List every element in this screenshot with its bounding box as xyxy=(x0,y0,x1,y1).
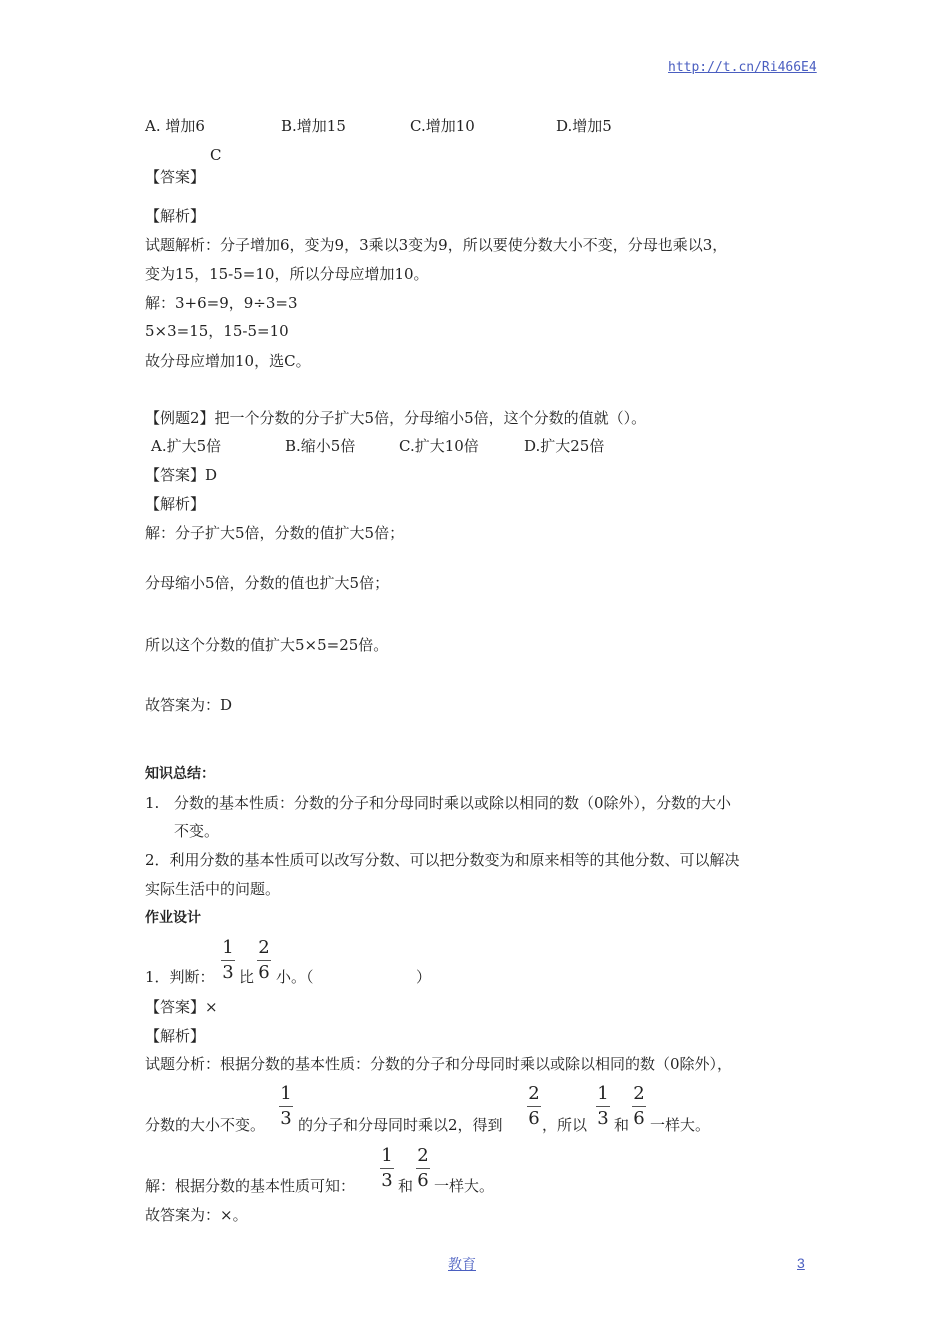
q2-solution-line: 所以这个分数的值扩大5×5=25倍。 xyxy=(145,636,389,654)
q1-option-a: A. 增加6 xyxy=(145,117,205,135)
fraction-denominator: 6 xyxy=(417,1170,429,1191)
q2-option-c: C.扩大10倍 xyxy=(399,437,479,455)
fraction-bar xyxy=(279,1106,293,1107)
header-link[interactable]: http://t.cn/Ri466E4 xyxy=(668,60,817,75)
fraction-numerator: 1 xyxy=(222,937,234,958)
fraction-two-sixths xyxy=(415,1146,431,1191)
q2-option-b: B.缩小5倍 xyxy=(285,437,356,455)
fraction-numerator: 2 xyxy=(258,937,270,958)
q1-solution-line: 5×3=15，15-5=10 xyxy=(145,322,289,340)
summary-title: 知识总结： xyxy=(145,766,215,782)
homework-analysis-label: 【解析】 xyxy=(145,1027,206,1045)
fraction-denominator: 3 xyxy=(222,962,234,983)
summary-item-2-cont: 实际生活中的问题。 xyxy=(145,880,281,898)
homework-analysis-line: 试题分析：根据分数的基本性质：分数的分子和分母同时乘以或除以相同的数（0除外）， xyxy=(145,1055,733,1073)
fraction-numerator: 1 xyxy=(597,1083,609,1104)
fraction-bar xyxy=(632,1106,646,1107)
homework-analysis-text: 的分子和分母同时乘以2，得到 xyxy=(298,1116,503,1134)
homework-question-suffix: 小。（ xyxy=(276,968,314,986)
q1-option-b: B.增加15 xyxy=(281,117,346,135)
fraction-denominator: 6 xyxy=(528,1108,540,1129)
q1-conclusion: 故分母应增加10，选C。 xyxy=(145,352,311,370)
fraction-bar xyxy=(527,1106,541,1107)
q2-solution-line: 分母缩小5倍，分数的值也扩大5倍； xyxy=(145,574,390,592)
fraction-denominator: 3 xyxy=(597,1108,609,1129)
fraction-numerator: 1 xyxy=(381,1145,393,1166)
q2-title: 【例题2】把一个分数的分子扩大5倍，分母缩小5倍，这个分数的值就（）。 xyxy=(145,409,647,427)
fraction-one-third xyxy=(379,1146,395,1191)
homework-analysis-text: 分数的大小不变。 xyxy=(145,1116,266,1134)
footer-link[interactable]: 教育 xyxy=(448,1256,476,1272)
summary-item-number: 1. xyxy=(145,794,160,812)
homework-question-prefix: 1．判断： xyxy=(145,968,215,986)
fraction-bar xyxy=(257,960,271,961)
q1-option-c: C.增加10 xyxy=(410,117,475,135)
fraction-bar xyxy=(596,1106,610,1107)
q1-option-d: D.增加5 xyxy=(556,117,612,135)
q2-answer: 【答案】D xyxy=(145,466,218,484)
fraction-two-sixths xyxy=(256,938,272,983)
summary-item-1: 分数的基本性质：分数的分子和分母同时乘以或除以相同的数（0除外），分数的大小 xyxy=(174,794,732,812)
fraction-numerator: 1 xyxy=(280,1083,292,1104)
fraction-bar xyxy=(380,1168,394,1169)
summary-item-1-cont: 不变。 xyxy=(174,822,220,840)
fraction-two-sixths xyxy=(631,1084,647,1129)
fraction-two-sixths xyxy=(526,1084,542,1129)
q1-analysis-label: 【解析】 xyxy=(145,207,206,225)
q1-answer-value: C xyxy=(210,146,222,164)
homework-solution-text: 和 xyxy=(398,1177,414,1195)
homework-analysis-text: ，所以 xyxy=(542,1116,588,1134)
page-number: 3 xyxy=(797,1255,805,1271)
fraction-denominator: 3 xyxy=(381,1170,393,1191)
summary-item-2: 2．利用分数的基本性质可以改写分数、可以把分数变为和原来相等的其他分数、可以解决 xyxy=(145,851,740,869)
q2-conclusion: 故答案为：D xyxy=(145,696,233,714)
q1-analysis-line: 试题解析：分子增加6，变为9，3乘以3变为9，所以要使分数大小不变，分母也乘以3， xyxy=(145,236,728,254)
fraction-one-third xyxy=(595,1084,611,1129)
fraction-bar xyxy=(416,1168,430,1169)
fraction-bar xyxy=(221,960,235,961)
fraction-numerator: 2 xyxy=(417,1145,429,1166)
homework-solution-text: 一样大。 xyxy=(434,1177,495,1195)
fraction-one-third xyxy=(278,1084,294,1129)
homework-analysis-text: 一样大。 xyxy=(650,1116,711,1134)
homework-title: 作业设计 xyxy=(145,910,201,926)
fraction-denominator: 6 xyxy=(633,1108,645,1129)
homework-conclusion: 故答案为：×。 xyxy=(145,1206,248,1224)
homework-question-mid: 比 xyxy=(239,968,255,986)
fraction-denominator: 6 xyxy=(258,962,270,983)
homework-question-close: ） xyxy=(416,968,432,986)
homework-solution-text: 解：根据分数的基本性质可知： xyxy=(145,1177,356,1195)
homework-answer: 【答案】× xyxy=(145,998,218,1016)
q2-option-d: D.扩大25倍 xyxy=(524,437,605,455)
fraction-numerator: 2 xyxy=(528,1083,540,1104)
q1-solution-line: 解：3+6=9，9÷3=3 xyxy=(145,294,298,312)
q1-answer-label: 【答案】 xyxy=(145,168,206,186)
fraction-numerator: 2 xyxy=(633,1083,645,1104)
fraction-denominator: 3 xyxy=(280,1108,292,1129)
q2-solution-line: 解：分子扩大5倍，分数的值扩大5倍； xyxy=(145,524,405,542)
homework-analysis-text: 和 xyxy=(614,1116,630,1134)
q1-analysis-line: 变为15，15-5=10，所以分母应增加10。 xyxy=(145,265,429,283)
q2-analysis-label: 【解析】 xyxy=(145,495,206,513)
fraction-one-third xyxy=(220,938,236,983)
q2-option-a: A.扩大5倍 xyxy=(151,437,222,455)
